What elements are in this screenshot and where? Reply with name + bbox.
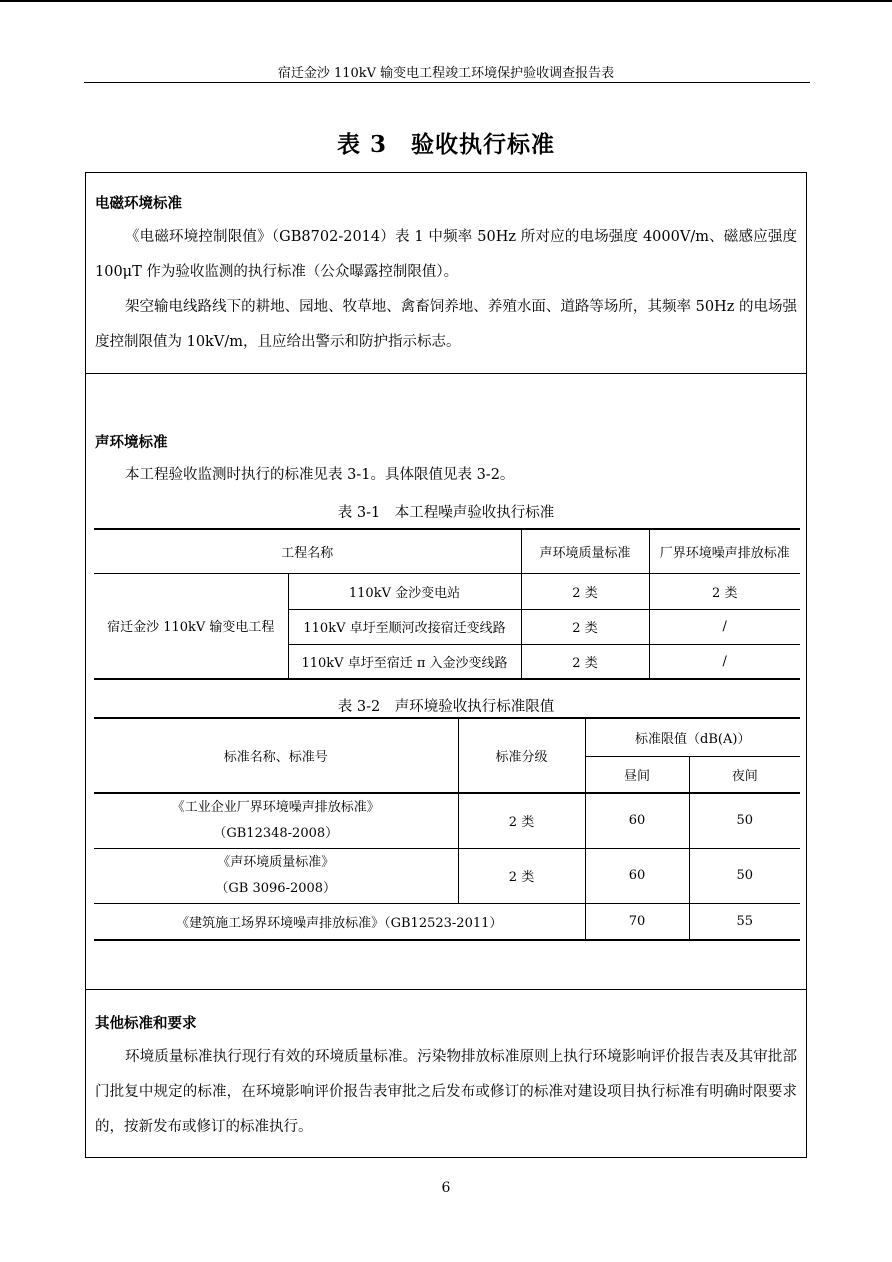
table-cell: 2 类 <box>521 644 649 679</box>
table-cell: 55 <box>689 903 800 940</box>
table-cell: 2 类 <box>649 573 800 609</box>
table-row <box>94 793 800 848</box>
sound-intro: 本工程验收监测时执行的标准见表 3-1。具体限值见表 3-2。 <box>125 467 515 483</box>
column-header: 厂界环境噪声排放标准 <box>649 529 800 573</box>
standard-code: （GB 3096-2008） <box>215 880 337 896</box>
table-3-2 <box>94 717 800 941</box>
table-cell: 50 <box>689 793 800 848</box>
standard-name-cell <box>94 793 458 848</box>
project-name-cell: 宿迁金沙 110kV 输变电工程 <box>94 573 288 679</box>
column-header: 标准限值（dB(A)） <box>585 718 800 756</box>
section-divider <box>85 989 807 990</box>
table-header-row <box>94 718 800 756</box>
em-paragraph-1: 《电磁环境控制限值》（GB8702-2014）表 1 中频率 50Hz 所对应的电场强度 4000V/m、磁感应强度 100μT 作为验收监测的执行标准（公众曝露控制限值）。 <box>95 229 797 280</box>
table-3-2-caption: 表 3-2 声环境验收执行标准限值 <box>337 699 555 715</box>
table-cell: 110kV 金沙变电站 <box>288 573 521 609</box>
table-cell: 60 <box>585 793 689 848</box>
section-divider <box>85 373 807 374</box>
column-header: 标准名称、标准号 <box>94 718 458 793</box>
table-header-row <box>94 529 800 573</box>
standard-name: 《工业企业厂界环境噪声排放标准》 <box>171 799 380 815</box>
standard-name: 《声环境质量标准》 <box>217 854 335 870</box>
table-cell: 110kV 卓圩至顺河改接宿迁变线路 <box>288 609 521 644</box>
page-title: 表 3 验收执行标准 <box>336 131 555 158</box>
top-border <box>0 0 892 2</box>
table-cell: 50 <box>689 848 800 903</box>
table-3-1-caption: 表 3-1 本工程噪声验收执行标准 <box>337 505 555 521</box>
table-row <box>94 903 800 940</box>
column-header: 工程名称 <box>94 529 521 573</box>
header-rule <box>84 82 810 83</box>
table-cell: 2 类 <box>521 573 649 609</box>
table-cell: / <box>649 644 800 679</box>
column-header: 声环境质量标准 <box>521 529 649 573</box>
sound-section-title: 声环境标准 <box>95 434 168 451</box>
table-cell: 2 类 <box>458 848 585 903</box>
table-cell: 60 <box>585 848 689 903</box>
table-cell: 110kV 卓圩至宿迁 π 入金沙变线路 <box>288 644 521 679</box>
standard-name-cell <box>94 848 458 903</box>
running-header: 宿迁金沙 110kV 输变电工程竣工环境保护验收调查报告表 <box>277 66 615 81</box>
table-3-1 <box>94 528 800 680</box>
table-cell: / <box>649 609 800 644</box>
page-number: 6 <box>441 1180 451 1196</box>
other-paragraph: 环境质量标准执行现行有效的环境质量标准。污染物排放标准原则上执行环境影响评价报告表及其审批部门批复中规定的标准，在环境影响评价报告表审批之后发布或修订的标准对建设项目执行标准有明确时限要求的，按新发布或修订的标准执行。 <box>95 1049 797 1135</box>
table-cell: 70 <box>585 903 689 940</box>
table-cell: 《建筑施工场界环境噪声排放标准》（GB12523-2011） <box>94 903 585 940</box>
table-cell: 2 类 <box>458 793 585 848</box>
em-section-title: 电磁环境标准 <box>95 195 182 212</box>
other-section-title: 其他标准和要求 <box>95 1015 197 1032</box>
table-row <box>94 573 800 609</box>
column-header: 标准分级 <box>458 718 585 793</box>
column-header: 夜间 <box>689 756 800 793</box>
standard-code: （GB12348-2008） <box>213 825 339 841</box>
em-paragraph-2: 架空输电线路线下的耕地、园地、牧草地、禽畜饲养地、养殖水面、道路等场所，其频率 50Hz 的电场强度控制限值为 10kV/m，且应给出警示和防护指示标志。 <box>95 299 797 350</box>
table-row <box>94 848 800 903</box>
column-header: 昼间 <box>585 756 689 793</box>
table-cell: 2 类 <box>521 609 649 644</box>
